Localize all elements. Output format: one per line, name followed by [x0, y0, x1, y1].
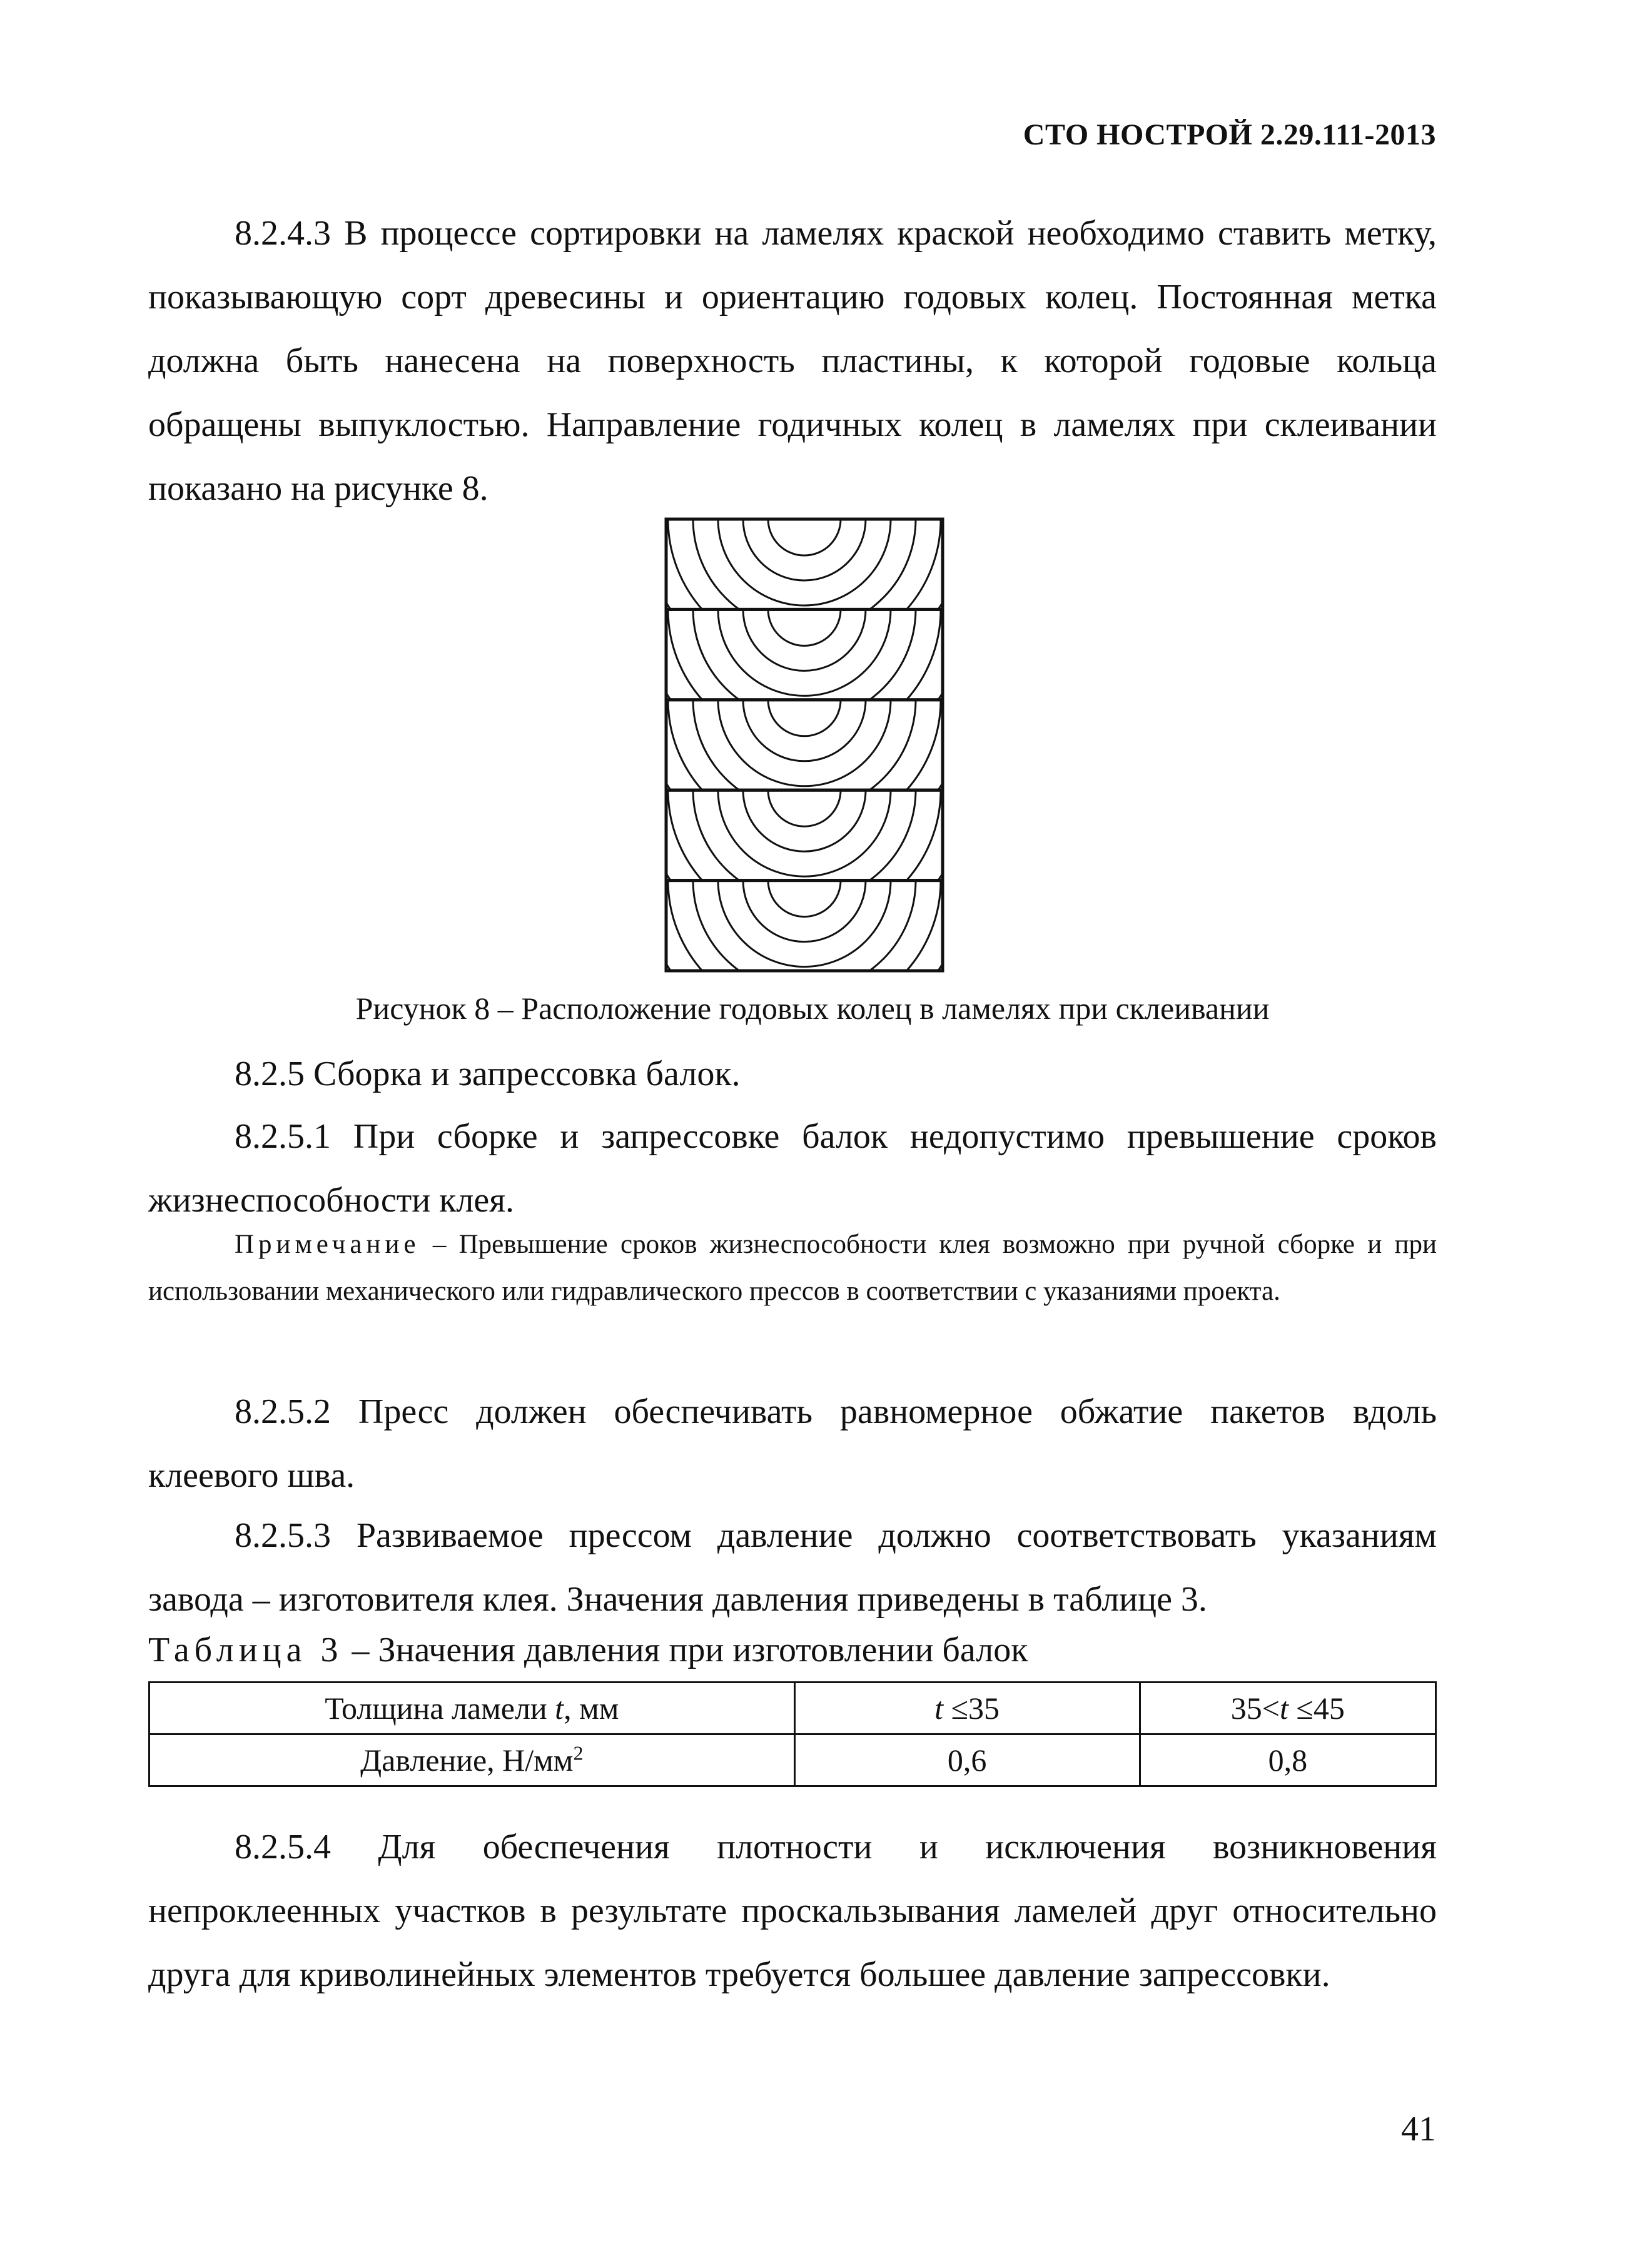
paragraph-8-2-5-4: 8.2.5.4 Для обеспечения плотности и исключения возникновения непроклеенных участков в результате проскальзывания ламелей друг относительно друга для криволинейных элементов требуется большее давление запрессовки.: [148, 1828, 1437, 1994]
lamella-border: [666, 700, 943, 790]
growth-ring: [664, 669, 945, 973]
growth-ring: [668, 517, 941, 746]
lamella-5: [664, 669, 945, 973]
table-3-title-text: – Значения давления при изготовлении балок: [343, 1631, 1028, 1669]
paragraph-8-2-5-1: 8.2.5.1 При сборке и запрессовке балок недопустимо превышение сроков жизнеспособности клея.: [148, 1117, 1437, 1220]
pressure-table: [148, 1681, 1437, 1787]
growth-ring: [664, 517, 945, 706]
lamella-4: [664, 579, 945, 973]
page-number: 41: [1401, 2110, 1436, 2149]
growth-ring: [664, 579, 945, 973]
table-header-param: Толщина ламели t, мм: [149, 1683, 795, 1734]
figure-8-growth-rings-diagram: [664, 517, 945, 973]
table-cell-val1: 0,6: [794, 1734, 1140, 1786]
table-3-title: [148, 1625, 1028, 1675]
growth-ring: [664, 719, 945, 973]
growth-ring: [664, 604, 945, 973]
table-row-label: Давление, $Н/мм^2$: [149, 1734, 795, 1786]
note-label: Примечание: [235, 1230, 420, 1259]
growth-ring: [664, 517, 945, 796]
document-code-header: СТО НОСТРОЙ 2.29.111-2013: [1023, 118, 1436, 151]
table-header-col1: t ≤35: [794, 1683, 1140, 1734]
table-header-col2: 35<t ≤45: [1140, 1683, 1435, 1734]
paragraph-8-2-5: 8.2.5 Сборка и запрессовка балок.: [235, 1055, 741, 1093]
growth-ring: [668, 517, 941, 656]
table-row: [149, 1734, 1436, 1786]
growth-ring: [693, 517, 916, 721]
paragraph-8-2-5-3: 8.2.5.3 Развиваемое прессом давление должно соответствовать указаниям завода – изготовителя клея. Значения давления приведены в таблице 3.: [148, 1516, 1437, 1619]
growth-ring: [664, 517, 945, 681]
growth-ring: [743, 517, 866, 580]
growth-rings-svg: [664, 517, 945, 973]
paragraph-8-2-4-3: 8.2.4.3 В процессе сортировки на ламелях краской необходимо ставить метку, показывающую сорт древесины и ориентацию годовых колец. Постоянная метка должна быть нанесена на поверхность пластины, к которой годовые кольца обращены выпуклостью. Направление годичных колец в ламелях при склеивании показано на рисунке 8.: [148, 214, 1437, 508]
note-text: – Превышение сроков жизнеспособности клея возможно при ручной сборке и при использовании механического или гидравлического прессов в соответствии с указаниями проекта.: [148, 1230, 1437, 1306]
table-cell-val2: 0,8: [1140, 1734, 1435, 1786]
growth-ring: [693, 517, 916, 630]
figure-8-caption: Рисунок 8 – Расположение годовых колец в ламелях при склеивании: [355, 991, 1270, 1026]
note-block: [148, 1221, 1437, 1315]
lamella-border: [666, 609, 943, 699]
growth-ring: [768, 517, 841, 555]
growth-ring: [664, 517, 945, 821]
paragraph-8-2-5-2: 8.2.5.2 Пресс должен обеспечивать равномерное обжатие пакетов вдоль клеевого шва.: [148, 1392, 1437, 1495]
lamella-border: [666, 519, 943, 609]
lamella-border: [666, 881, 943, 971]
table-header-row: [149, 1683, 1436, 1734]
table-3-label: Таблица 3: [148, 1631, 343, 1669]
lamella-border: [666, 790, 943, 880]
lamella-2: [664, 517, 945, 821]
